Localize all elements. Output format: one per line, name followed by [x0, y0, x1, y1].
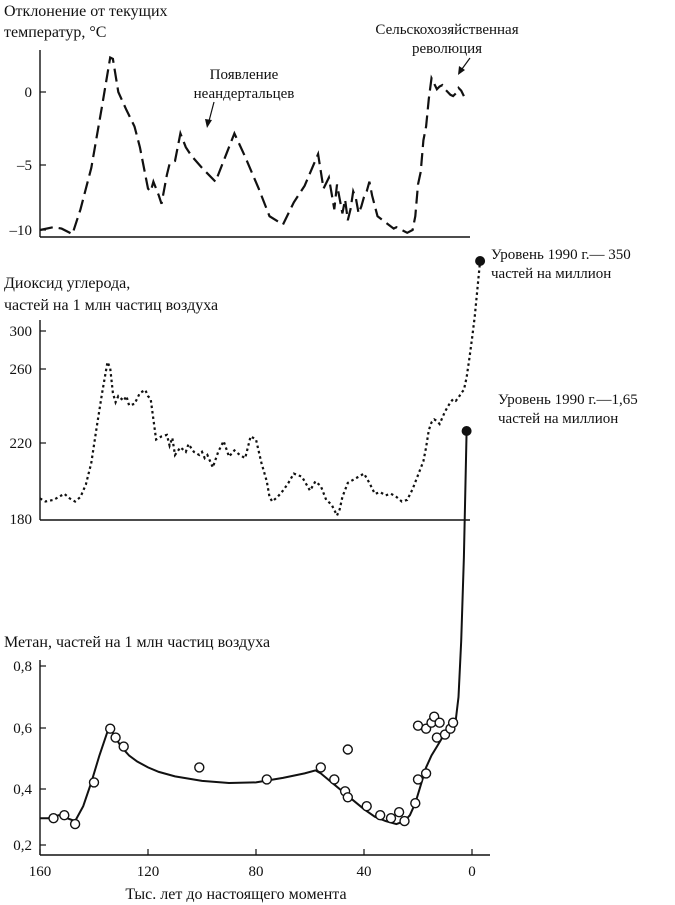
- methane-point-30: [449, 718, 458, 727]
- methane-point-18: [400, 817, 409, 826]
- methane-panel: [4, 392, 638, 903]
- x-tick-label-120: 120: [136, 864, 160, 880]
- methane-1990-annotation-line-2: частей на миллион: [498, 411, 619, 427]
- agriculture-annotation-line-2: революция: [411, 41, 483, 57]
- co2-title-line-1: Диоксид углерода,: [4, 275, 131, 292]
- co2-tick-label-220: 220: [9, 436, 32, 452]
- temperature-title-line-2: температур, °C: [4, 24, 107, 41]
- methane-point-10: [330, 775, 339, 784]
- neanderthal-annotation-line-2: неандертальцев: [193, 86, 295, 102]
- co2-panel: [4, 247, 631, 528]
- methane-trend-line: [40, 431, 467, 824]
- methane-point-16: [387, 814, 396, 823]
- methane-point-4: [106, 724, 115, 733]
- methane-point-6: [119, 742, 128, 751]
- x-axis-title: Тыс. лет до настоящего момента: [125, 886, 347, 903]
- temperature-tick-label-minus10: –10: [9, 223, 32, 239]
- co2-tick-label-180: 180: [9, 512, 32, 528]
- temperature-panel: [4, 3, 519, 239]
- temperature-title-line-1: Отклонение от текущих: [4, 3, 168, 20]
- co2-tick-label-260: 260: [9, 362, 32, 378]
- temperature-tick-label-minus5: –5: [17, 158, 32, 174]
- methane-point-8: [262, 775, 271, 784]
- methane-point-5: [111, 733, 120, 742]
- co2-title-line-2: частей на 1 млн частиц воздуха: [4, 297, 219, 314]
- methane-point-27: [435, 718, 444, 727]
- methane-point-1: [60, 811, 69, 820]
- methane-1990-level-marker: [462, 426, 472, 436]
- co2-1990-annotation-line-2: частей на миллион: [491, 266, 612, 282]
- agriculture-annotation-line-1: Сельскохозяйственная: [375, 22, 519, 38]
- x-tick-label-80: 80: [248, 864, 264, 880]
- methane-point-17: [395, 808, 404, 817]
- agriculture-arrow-icon: [458, 58, 470, 75]
- methane-point-7: [195, 763, 204, 772]
- methane-point-20: [414, 775, 423, 784]
- methane-point-2: [71, 820, 80, 829]
- neanderthal-annotation-line-1: Появление: [209, 67, 279, 83]
- x-tick-label-40: 40: [356, 864, 372, 880]
- methane-data-points: [49, 712, 458, 828]
- co2-tick-label-300: 300: [9, 324, 32, 340]
- methane-tick-label-02: 0,2: [13, 838, 32, 854]
- methane-point-9: [316, 763, 325, 772]
- co2-1990-level-marker: [475, 256, 485, 266]
- methane-point-13: [343, 793, 352, 802]
- methane-point-3: [90, 778, 99, 787]
- temperature-tick-label-0: 0: [24, 85, 32, 101]
- neanderthal-arrow-icon: [205, 102, 214, 128]
- x-tick-label-0: 0: [468, 864, 476, 880]
- methane-title: Метан, частей на 1 млн частиц воздуха: [4, 634, 271, 651]
- x-tick-label-160: 160: [28, 864, 52, 880]
- methane-tick-label-04: 0,4: [13, 782, 32, 798]
- co2-1990-annotation-line-1: Уровень 1990 г.— 350: [491, 247, 631, 263]
- temperature-series-line: [40, 58, 464, 235]
- methane-point-14: [362, 802, 371, 811]
- methane-1990-annotation-line-1: Уровень 1990 г.—1,65: [498, 392, 638, 408]
- methane-point-0: [49, 814, 58, 823]
- methane-point-19: [411, 799, 420, 808]
- methane-point-12: [343, 745, 352, 754]
- methane-tick-label-08: 0,8: [13, 659, 32, 675]
- methane-point-15: [376, 811, 385, 820]
- methane-tick-label-06: 0,6: [13, 721, 32, 737]
- methane-point-22: [422, 769, 431, 778]
